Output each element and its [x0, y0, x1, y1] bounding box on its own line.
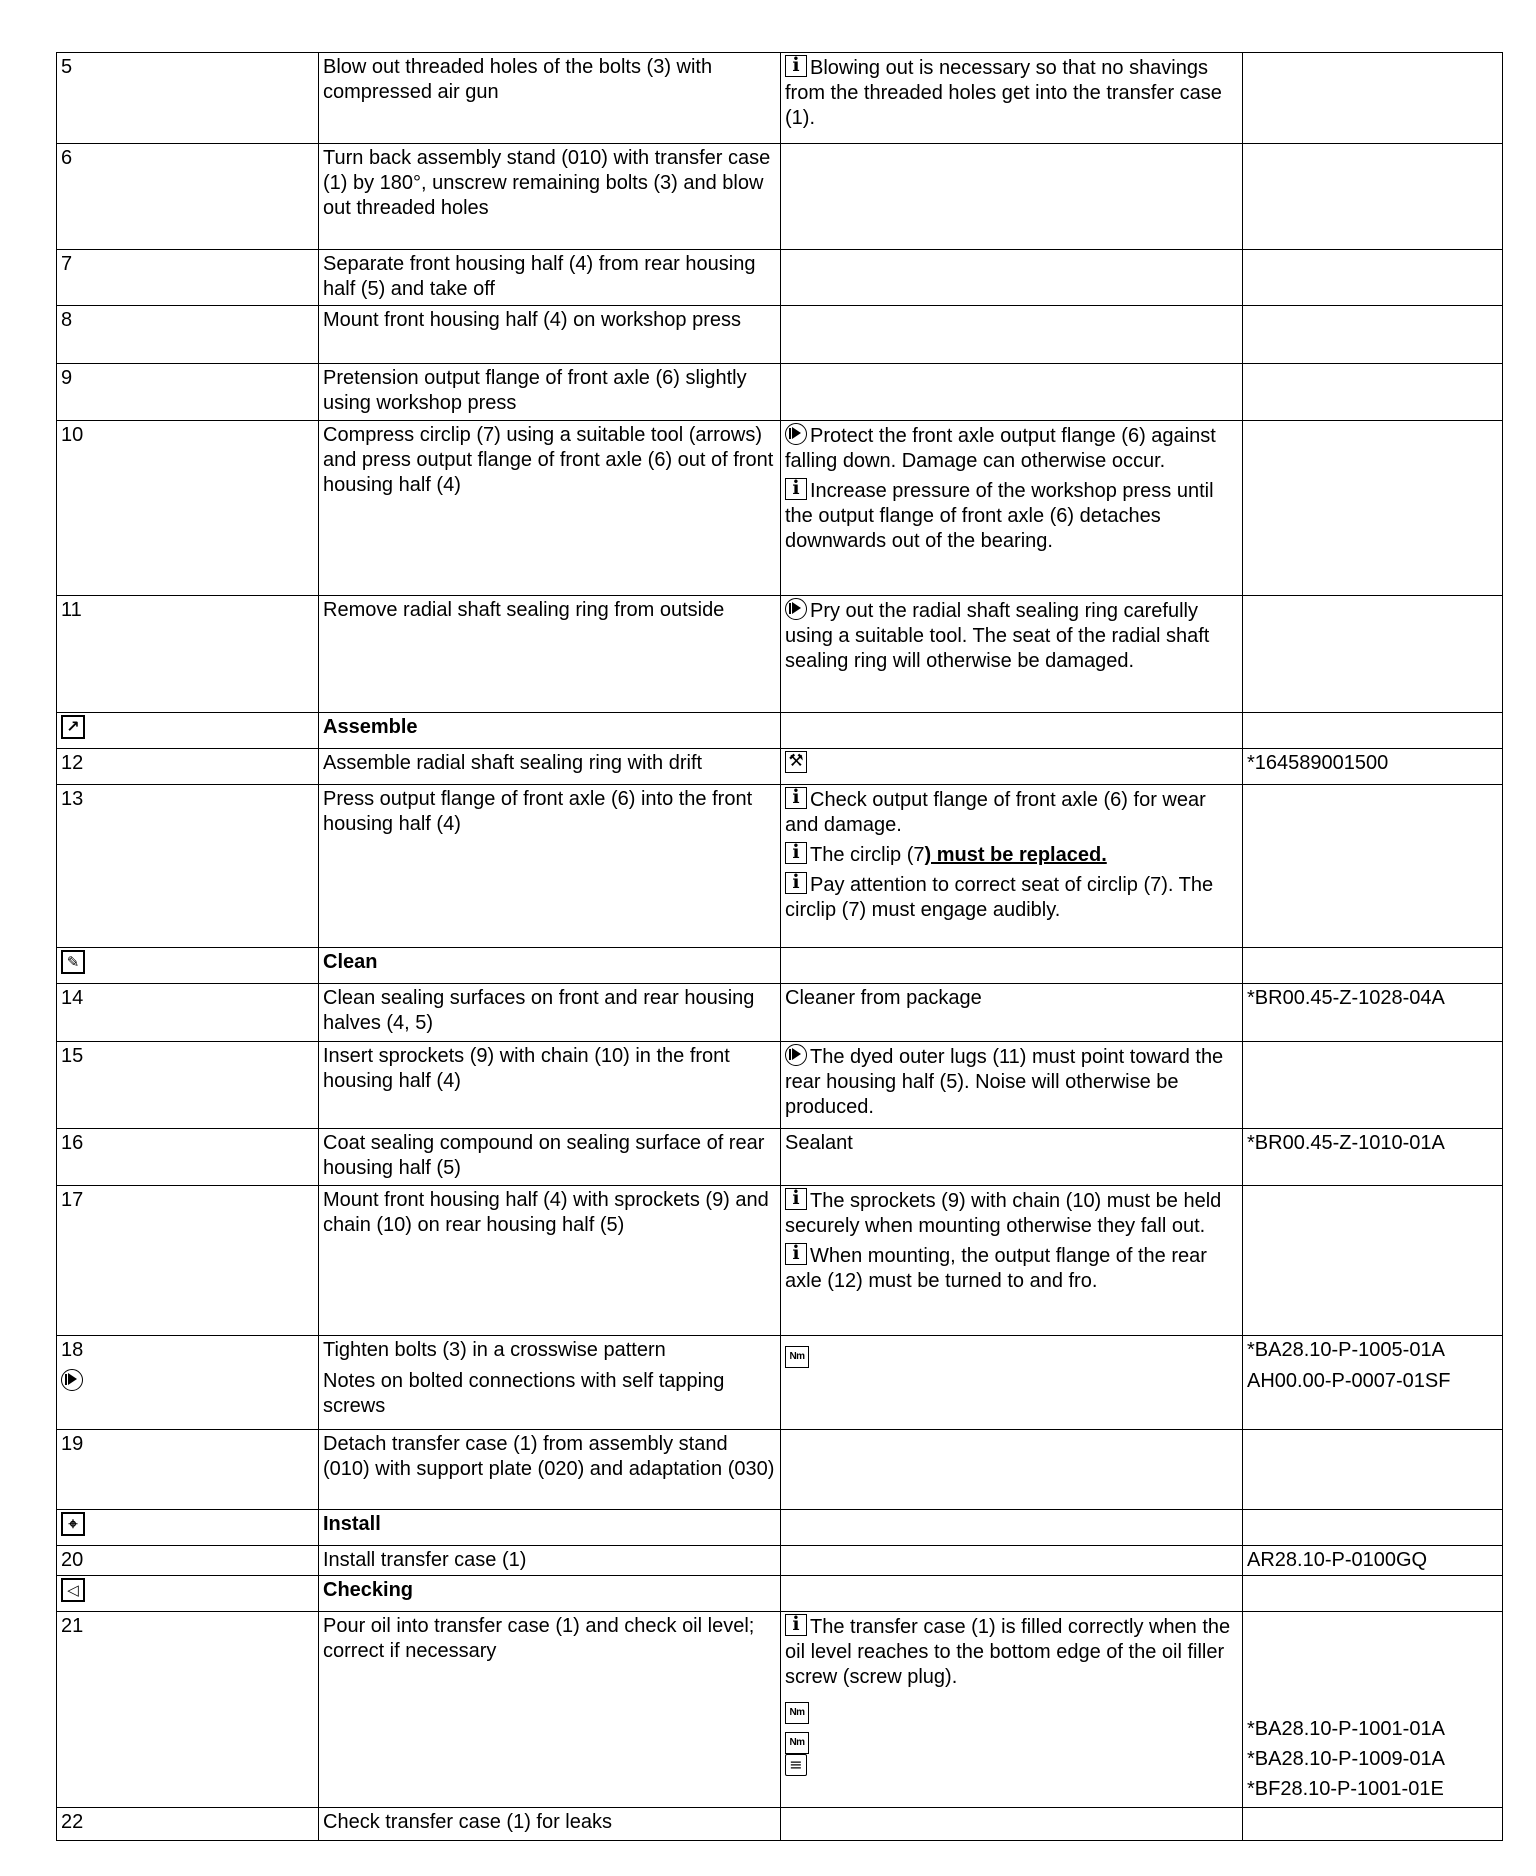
- step-number: 11: [57, 596, 319, 713]
- section-title: Clean: [319, 948, 781, 984]
- step-notes: [781, 749, 1243, 785]
- info-icon: [785, 872, 807, 894]
- table-row: [57, 596, 1503, 713]
- step-action: Turn back assembly stand (010) with transfer case (1) by 180°, unscrew remaining bolts (3) and blow out threaded holes: [319, 144, 781, 250]
- table-row: [57, 306, 1503, 364]
- step-number: 19: [57, 1430, 319, 1510]
- step-notes: [781, 306, 1243, 364]
- caution-icon: [785, 423, 807, 445]
- section-title: Install: [319, 1510, 781, 1546]
- step-number: 13: [57, 785, 319, 948]
- step-number: 12: [57, 749, 319, 785]
- step-number: 21: [57, 1612, 319, 1808]
- step-action: Coat sealing compound on sealing surface of rear housing half (5): [319, 1129, 781, 1186]
- section-header-row: [57, 1576, 1503, 1612]
- step-action: Clean sealing surfaces on front and rear housing halves (4, 5): [319, 984, 781, 1042]
- procedure-table: [56, 52, 1503, 1841]
- caution-icon: [785, 1044, 807, 1066]
- step-notes: iThe transfer case (1) is filled correctly when the oil level reaches to the bottom edge of the oil filler screw (screw plug). Nm Nm ≡: [781, 1612, 1243, 1808]
- table-row: [57, 1430, 1503, 1510]
- step-number: 18: [57, 1336, 319, 1430]
- torque-icon: Nm: [785, 1346, 809, 1368]
- step-reference: [1243, 1186, 1503, 1336]
- info-icon: [785, 1614, 807, 1636]
- clean-icon: [61, 950, 85, 974]
- step-action: Pour oil into transfer case (1) and check oil level; correct if necessary: [319, 1612, 781, 1808]
- step-reference[interactable]: AR28.10-P-0100GQ: [1243, 1546, 1503, 1576]
- install-icon: [61, 1512, 85, 1536]
- table-row: [57, 144, 1503, 250]
- step-reference: *BA28.10-P-1005-01A AH00.00-P-0007-01SF: [1243, 1336, 1503, 1430]
- table-row: [57, 1612, 1503, 1808]
- section-title: Assemble: [319, 713, 781, 749]
- step-action: Remove radial shaft sealing ring from outside: [319, 596, 781, 713]
- step-action: Check transfer case (1) for leaks: [319, 1808, 781, 1841]
- info-icon: [785, 787, 807, 809]
- section-icon-cell: [57, 1510, 319, 1546]
- step-number: 14: [57, 984, 319, 1042]
- step-reference: [1243, 144, 1503, 250]
- assemble-icon: [61, 715, 85, 739]
- step-reference: [1243, 250, 1503, 306]
- section-icon-cell: [57, 713, 319, 749]
- step-action: Press output flange of front axle (6) into the front housing half (4): [319, 785, 781, 948]
- info-icon: [785, 1188, 807, 1210]
- special-tool-icon: [785, 751, 807, 773]
- step-action: Mount front housing half (4) with sprockets (9) and chain (10) on rear housing half (5): [319, 1186, 781, 1336]
- step-notes: [781, 364, 1243, 421]
- section-icon-cell: [57, 1576, 319, 1612]
- step-number: 10: [57, 421, 319, 596]
- step-number: 7: [57, 250, 319, 306]
- table-row: [57, 250, 1503, 306]
- step-reference: [1243, 1042, 1503, 1129]
- step-action: Mount front housing half (4) on workshop press: [319, 306, 781, 364]
- step-number: 15: [57, 1042, 319, 1129]
- caution-icon: [61, 1369, 83, 1391]
- step-reference: [1243, 1808, 1503, 1841]
- step-reference: [1243, 364, 1503, 421]
- step-notes: [781, 144, 1243, 250]
- step-reference[interactable]: *BR00.45-Z-1010-01A: [1243, 1129, 1503, 1186]
- step-action: Detach transfer case (1) from assembly stand (010) with support plate (020) and adaptation (030): [319, 1430, 781, 1510]
- table-row: [57, 364, 1503, 421]
- table-row: [57, 1042, 1503, 1129]
- step-action: Tighten bolts (3) in a crosswise pattern Notes on bolted connections with self tapping screws: [319, 1336, 781, 1430]
- info-icon: [785, 842, 807, 864]
- checking-icon: [61, 1578, 85, 1602]
- step-notes: [781, 250, 1243, 306]
- step-action: Install transfer case (1): [319, 1546, 781, 1576]
- step-reference: [1243, 53, 1503, 144]
- step-reference[interactable]: *BR00.45-Z-1028-04A: [1243, 984, 1503, 1042]
- torque-icon: Nm: [785, 1732, 809, 1754]
- table-row: [57, 1808, 1503, 1841]
- capacity-icon: [785, 1754, 807, 1776]
- section-header-row: [57, 1510, 1503, 1546]
- step-notes: Protect the front axle output flange (6) against falling down. Damage can otherwise occur. iIncrease pressure of the workshop press until the output flange of front axle (6) detaches downwards out of the bearing.: [781, 421, 1243, 596]
- step-reference: [1243, 785, 1503, 948]
- section-header-row: [57, 713, 1503, 749]
- step-number: 9: [57, 364, 319, 421]
- table-row: [57, 785, 1503, 948]
- info-icon: [785, 478, 807, 500]
- step-notes: The dyed outer lugs (11) must point toward the rear housing half (5). Noise will otherwise be produced.: [781, 1042, 1243, 1129]
- step-action: Separate front housing half (4) from rear housing half (5) and take off: [319, 250, 781, 306]
- table-row: [57, 1186, 1503, 1336]
- table-row: [57, 1336, 1503, 1430]
- step-number: 8: [57, 306, 319, 364]
- step-number: 16: [57, 1129, 319, 1186]
- table-row: [57, 984, 1503, 1042]
- step-action: Blow out threaded holes of the bolts (3) with compressed air gun: [319, 53, 781, 144]
- step-reference: [1243, 421, 1503, 596]
- step-action: Compress circlip (7) using a suitable tool (arrows) and press output flange of front axle (6) out of front housing half (4): [319, 421, 781, 596]
- step-notes: [781, 1336, 1243, 1430]
- caution-icon: [785, 598, 807, 620]
- step-number: 22: [57, 1808, 319, 1841]
- info-icon: [785, 55, 807, 77]
- step-action: Pretension output flange of front axle (6) slightly using workshop press: [319, 364, 781, 421]
- step-number: 6: [57, 144, 319, 250]
- step-number: 5: [57, 53, 319, 144]
- info-icon: [785, 1243, 807, 1265]
- torque-icon: Nm: [785, 1702, 809, 1724]
- step-notes: Cleaner from package: [781, 984, 1243, 1042]
- section-header-row: [57, 948, 1503, 984]
- section-title: Checking: [319, 1576, 781, 1612]
- step-notes: Pry out the radial shaft sealing ring carefully using a suitable tool. The seat of the radial shaft sealing ring will otherwise be damaged.: [781, 596, 1243, 713]
- step-notes: [781, 1808, 1243, 1841]
- step-notes: iThe sprockets (9) with chain (10) must be held securely when mounting otherwise they fall out. iWhen mounting, the output flange of the rear axle (12) must be turned to and fro.: [781, 1186, 1243, 1336]
- table-row: [57, 1129, 1503, 1186]
- step-notes: iBlowing out is necessary so that no shavings from the threaded holes get into the transfer case (1).: [781, 53, 1243, 144]
- step-reference: *BA28.10-P-1001-01A *BA28.10-P-1009-01A *BF28.10-P-1001-01E: [1243, 1612, 1503, 1808]
- step-number: 17: [57, 1186, 319, 1336]
- step-reference[interactable]: *164589001500: [1243, 749, 1503, 785]
- table-row: [57, 749, 1503, 785]
- step-reference: [1243, 306, 1503, 364]
- step-notes: [781, 1546, 1243, 1576]
- step-action: Insert sprockets (9) with chain (10) in the front housing half (4): [319, 1042, 781, 1129]
- section-icon-cell: [57, 948, 319, 984]
- step-notes: iCheck output flange of front axle (6) for wear and damage. iThe circlip (7) must be replaced. iPay attention to correct seat of circlip (7). The circlip (7) must engage audibly.: [781, 785, 1243, 948]
- table-row: [57, 53, 1503, 144]
- step-reference: [1243, 1430, 1503, 1510]
- table-row: [57, 421, 1503, 596]
- step-notes: Sealant: [781, 1129, 1243, 1186]
- step-action: Assemble radial shaft sealing ring with drift: [319, 749, 781, 785]
- step-number: 20: [57, 1546, 319, 1576]
- table-row: [57, 1546, 1503, 1576]
- step-notes: [781, 1430, 1243, 1510]
- step-reference: [1243, 596, 1503, 713]
